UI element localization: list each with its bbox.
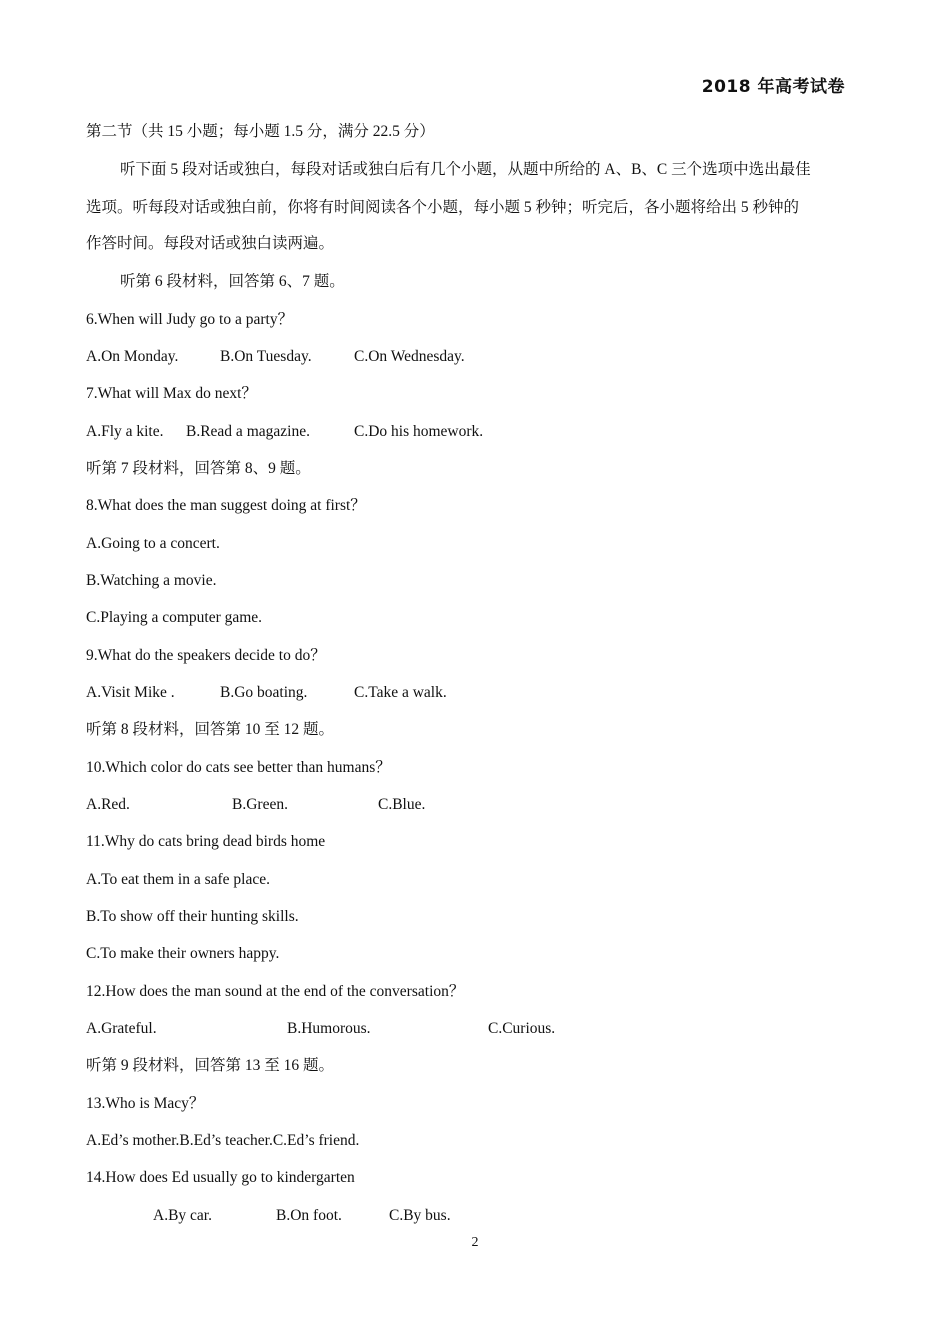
page-number: 2 bbox=[471, 1235, 479, 1250]
instructions-line-3: 作答时间。每段对话或独白读两遍。 bbox=[86, 235, 335, 252]
question-9: 9.What do the speakers decide to do？ bbox=[86, 647, 326, 664]
question-11: 11.Why do cats bring dead birds home bbox=[86, 833, 326, 850]
option-7b: B.Read a magazine. bbox=[186, 423, 310, 440]
option-6b: B.On Tuesday. bbox=[220, 348, 312, 365]
material-6-instruction: 听第 6 段材料，回答第 6、7 题。 bbox=[120, 273, 345, 290]
option-8c: C.Playing a computer game. bbox=[86, 609, 263, 626]
question-13-options: A.Ed’s mother.B.Ed’s teacher.C.Ed’s friend. bbox=[86, 1132, 360, 1149]
option-8b: B.Watching a movie. bbox=[86, 572, 217, 589]
option-11b: B.To show off their hunting skills. bbox=[86, 908, 299, 925]
option-11c: C.To make their owners happy. bbox=[86, 945, 280, 962]
option-14b: B.On foot. bbox=[276, 1207, 342, 1224]
option-10c: C.Blue. bbox=[378, 796, 426, 813]
option-6a: A.On Monday. bbox=[86, 348, 179, 365]
option-11a: A.To eat them in a safe place. bbox=[86, 871, 270, 888]
option-9b: B.Go boating. bbox=[220, 684, 308, 701]
option-7a: A.Fly a kite. bbox=[86, 423, 164, 440]
document-header-title: 2018 年高考试卷 bbox=[701, 77, 845, 97]
option-10b: B.Green. bbox=[232, 796, 288, 813]
option-14c: C.By bus. bbox=[389, 1207, 451, 1224]
question-6: 6.When will Judy go to a party？ bbox=[86, 311, 294, 328]
option-12c: C.Curious. bbox=[488, 1020, 556, 1037]
option-9a: A.Visit Mike . bbox=[86, 684, 175, 701]
option-6c: C.On Wednesday. bbox=[354, 348, 465, 365]
option-12a: A.Grateful. bbox=[86, 1020, 157, 1037]
material-7-instruction: 听第 7 段材料，回答第 8、9 题。 bbox=[86, 460, 311, 477]
question-10: 10.Which color do cats see better than humans？ bbox=[86, 759, 391, 776]
question-14: 14.How does Ed usually go to kindergarten bbox=[86, 1169, 355, 1186]
question-7: 7.What will Max do next？ bbox=[86, 385, 257, 402]
material-8-instruction: 听第 8 段材料，回答第 10 至 12 题。 bbox=[86, 721, 335, 738]
question-8: 8.What does the man suggest doing at first？ bbox=[86, 497, 366, 514]
option-12b: B.Humorous. bbox=[287, 1020, 371, 1037]
instructions-line-2: 选项。听每段对话或独白前，你将有时间阅读各个小题，每小题 5 秒钟；听完后，各小题将给出 5 秒钟的 bbox=[86, 199, 800, 216]
option-14a: A.By car. bbox=[153, 1207, 212, 1224]
option-10a: A.Red. bbox=[86, 796, 130, 813]
option-8a: A.Going to a concert. bbox=[86, 535, 220, 552]
section-heading: 第二节（共 15 小题；每小题 1.5 分，满分 22.5 分） bbox=[86, 123, 435, 140]
material-9-instruction: 听第 9 段材料，回答第 13 至 16 题。 bbox=[86, 1057, 335, 1074]
option-9c: C.Take a walk. bbox=[354, 684, 447, 701]
question-13: 13.Who is Macy？ bbox=[86, 1095, 205, 1112]
instructions-line-1: 听下面 5 段对话或独白，每段对话或独白后有几个小题，从题中所给的 A、B、C 三个选项中选出最佳 bbox=[120, 161, 811, 178]
option-7c: C.Do his homework. bbox=[354, 423, 484, 440]
question-12: 12.How does the man sound at the end of the conversation？ bbox=[86, 983, 465, 1000]
